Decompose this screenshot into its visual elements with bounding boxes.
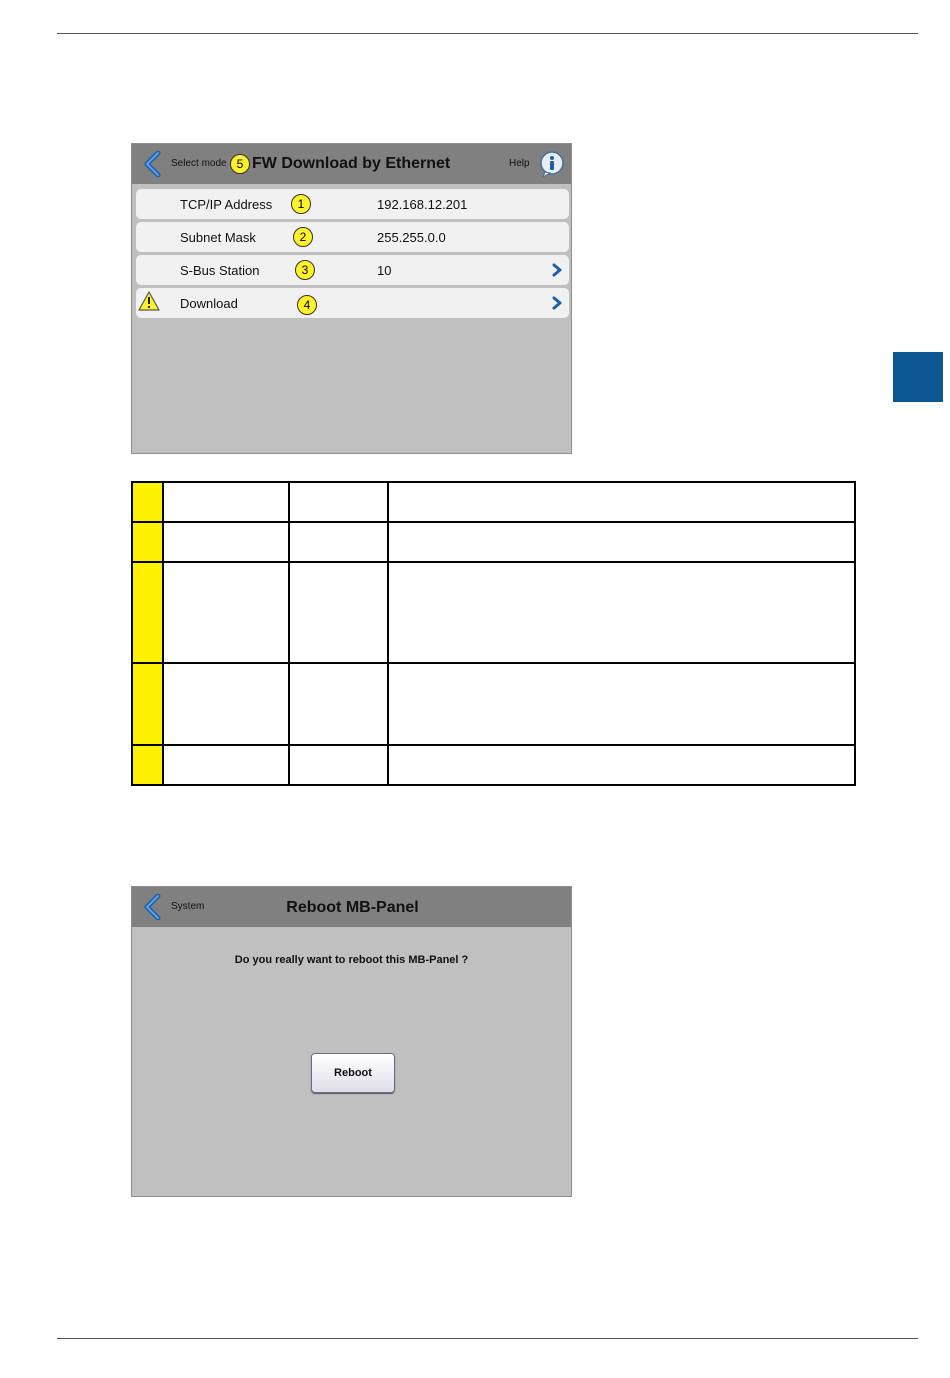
- table-border: [131, 481, 856, 483]
- callout-3: 3: [295, 260, 315, 280]
- top-rule: [57, 33, 918, 34]
- callout-2: 2: [293, 227, 313, 247]
- highlight-cell: [133, 483, 162, 521]
- table-border: [387, 481, 389, 786]
- help-label[interactable]: Help: [509, 158, 530, 169]
- warning-icon: [138, 291, 160, 311]
- legend-table: [131, 481, 856, 786]
- callout-1: 1: [291, 194, 311, 214]
- table-border: [162, 481, 164, 786]
- table-border: [131, 784, 856, 786]
- row-label: Download: [180, 296, 238, 311]
- bottom-rule: [57, 1338, 918, 1339]
- row-label: S-Bus Station: [180, 263, 260, 278]
- chapter-tab: [893, 352, 943, 402]
- row-download[interactable]: [136, 288, 569, 318]
- chevron-right-icon[interactable]: [551, 263, 563, 277]
- table-border: [131, 481, 133, 786]
- reboot-screen: [131, 886, 572, 1197]
- highlight-cell: [133, 664, 162, 744]
- screen-title: FW Download by Ethernet: [252, 155, 451, 172]
- table-border: [854, 481, 856, 786]
- row-value: 192.168.12.201: [377, 197, 468, 212]
- confirm-question: Do you really want to reboot this MB-Panel ?: [234, 954, 469, 966]
- row-sbus-station[interactable]: [136, 255, 569, 285]
- chevron-right-icon[interactable]: [551, 296, 563, 310]
- back-arrow-icon[interactable]: [142, 151, 164, 177]
- screen-title: Reboot MB-Panel: [286, 899, 419, 916]
- info-icon[interactable]: [539, 151, 565, 177]
- back-label[interactable]: System: [171, 901, 205, 912]
- screen-header: [132, 887, 571, 927]
- row-subnet-mask[interactable]: [136, 222, 569, 252]
- table-border: [131, 521, 856, 523]
- row-value: 255.255.0.0: [377, 230, 446, 245]
- fw-download-screen: [131, 143, 572, 454]
- row-label: Subnet Mask: [180, 230, 256, 245]
- reboot-button[interactable]: Reboot: [311, 1053, 395, 1093]
- callout-4: 4: [297, 295, 317, 315]
- row-label: TCP/IP Address: [180, 197, 273, 212]
- back-label[interactable]: Select mode: [171, 158, 227, 169]
- row-value: 10: [377, 263, 392, 278]
- row-tcpip-address[interactable]: [136, 189, 569, 219]
- highlight-cell: [133, 523, 162, 561]
- highlight-cell: [133, 746, 162, 784]
- table-border: [131, 744, 856, 746]
- screen-header: [132, 144, 571, 184]
- callout-5: 5: [230, 154, 250, 174]
- table-border: [131, 561, 856, 563]
- highlight-cell: [133, 563, 162, 662]
- table-border: [131, 662, 856, 664]
- table-border: [288, 481, 290, 786]
